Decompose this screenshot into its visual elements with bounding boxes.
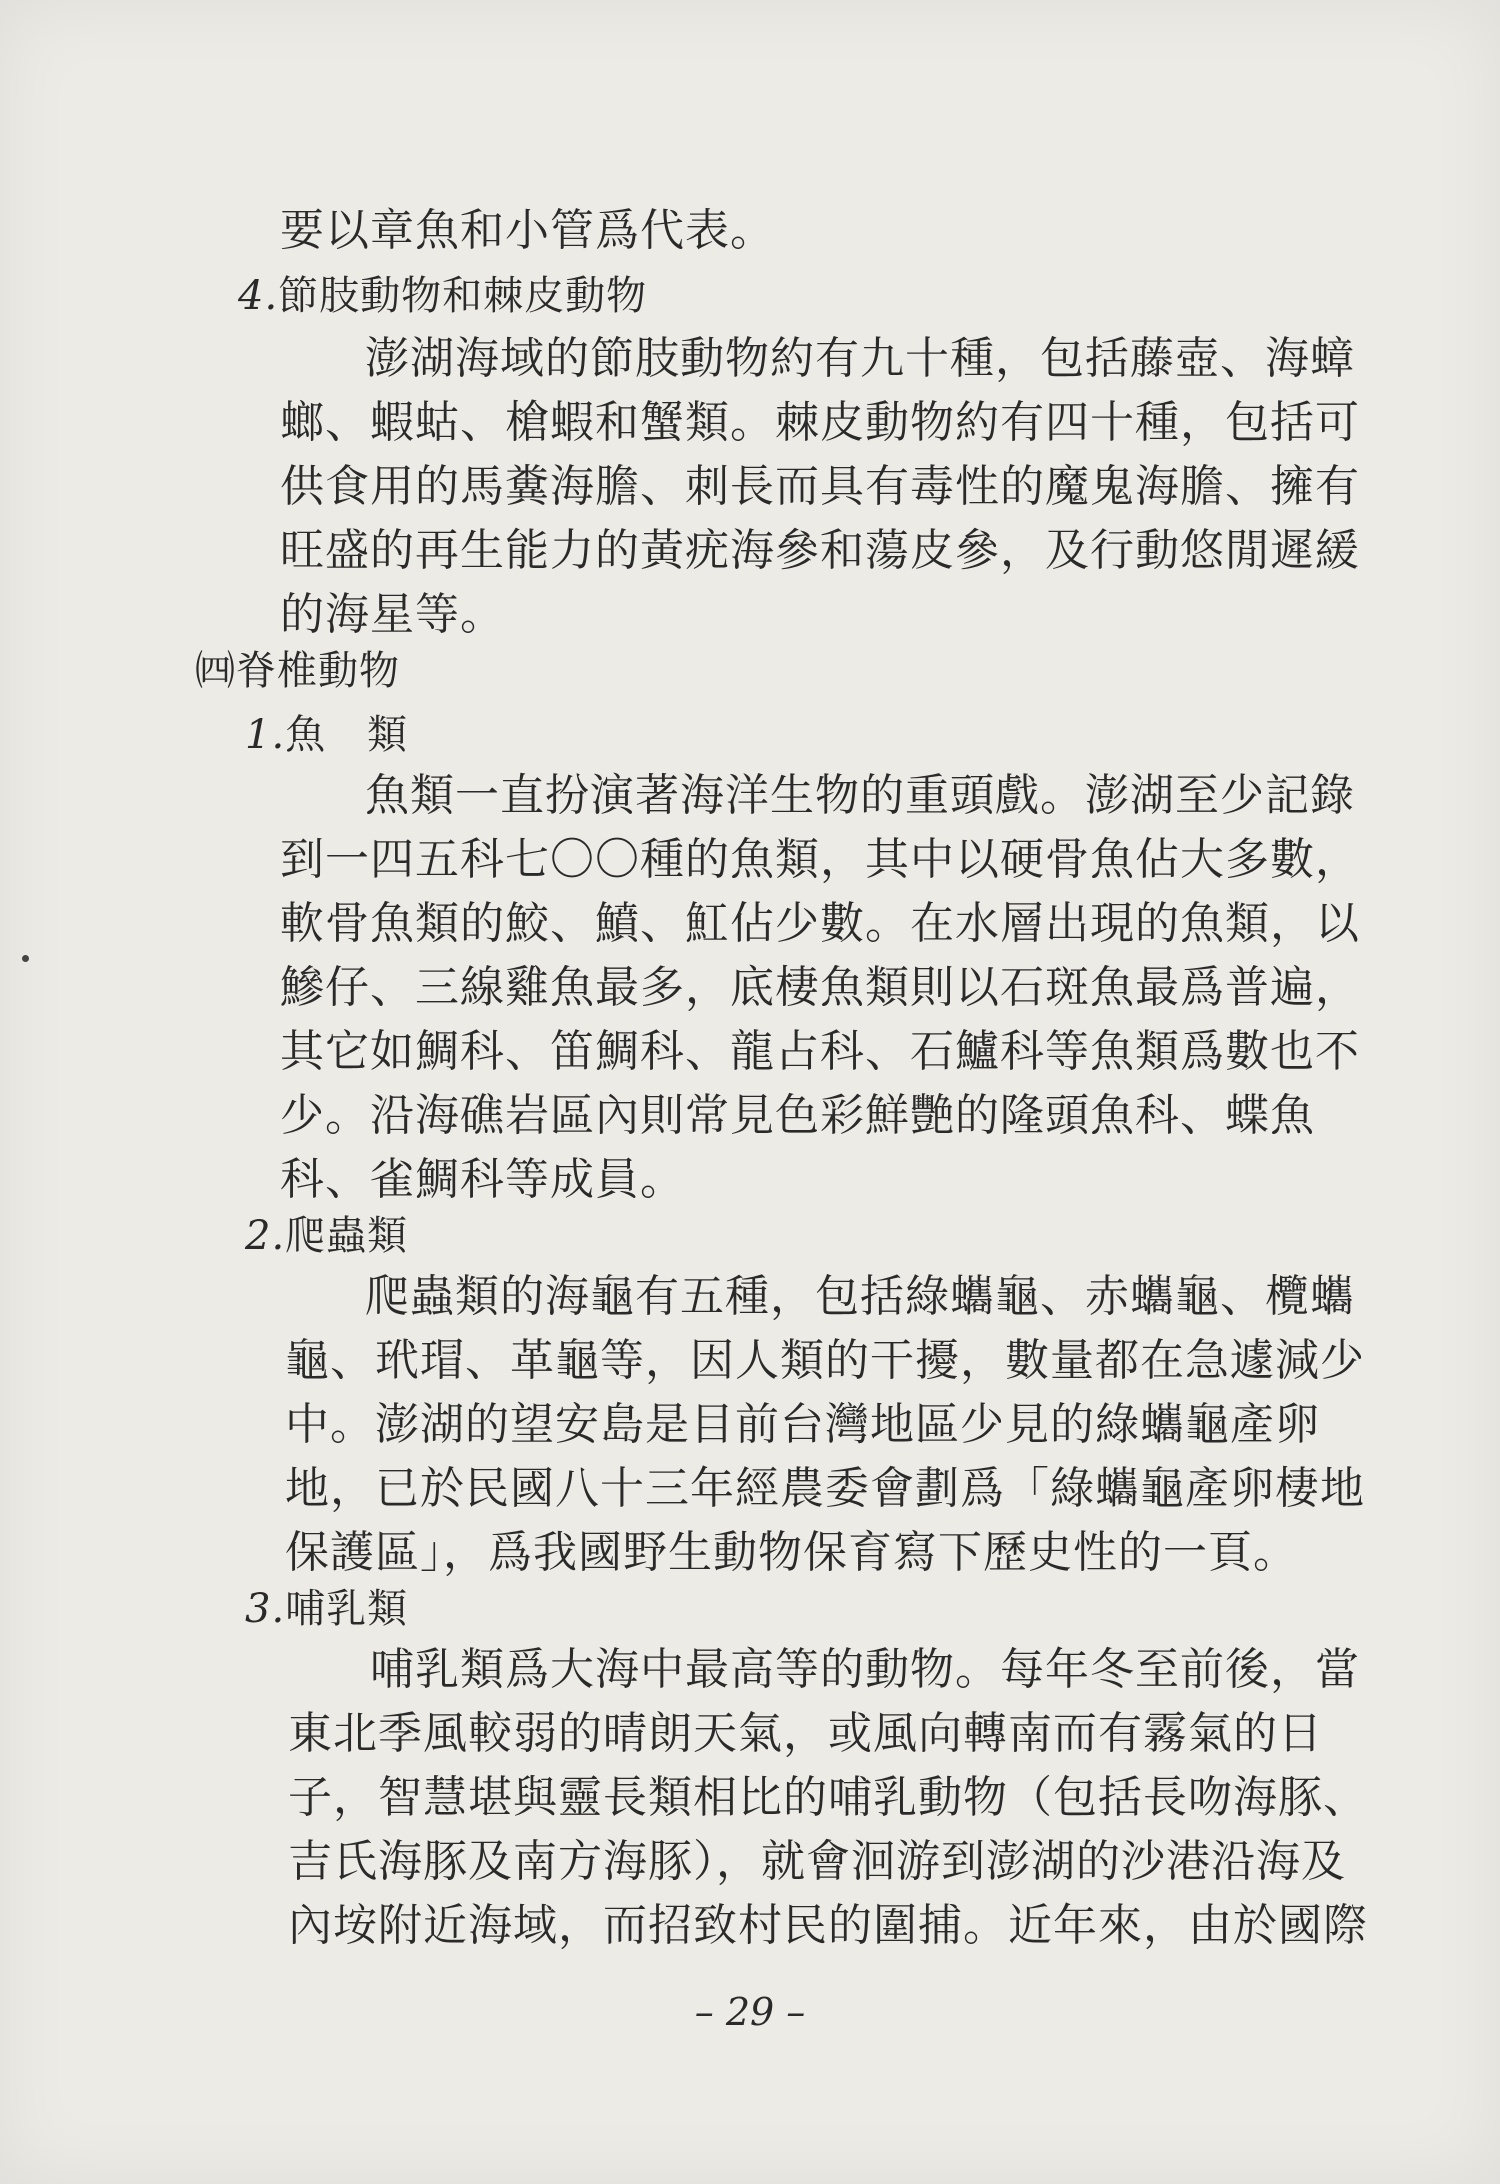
text-line: 保護區」，爲我國野生動物保育寫下歷史性的一頁。 (285, 1527, 1298, 1578)
text-line: 軟骨魚類的鮫、鱝、魟佔少數。在水層出現的魚類，以 (280, 898, 1360, 949)
text-line: 龜、玳瑁、革龜等，因人類的干擾，數量都在急遽減少 (285, 1335, 1365, 1386)
section-number: 2. (245, 1213, 286, 1259)
section-number: 3. (245, 1586, 286, 1632)
section-heading-mammals (245, 1578, 408, 1640)
text-line: 爬蟲類的海龜有五種，包括綠蠵龜、赤蠵龜、欖蠵 (365, 1271, 1355, 1322)
text-line: 到一四五科七〇〇種的魚類，其中以硬骨魚佔大多數， (280, 834, 1360, 885)
ink-speck (22, 955, 29, 962)
text-line: 的海星等。 (280, 589, 505, 640)
text-line: 其它如鯛科、笛鯛科、龍占科、石鱸科等魚類爲數也不 (280, 1026, 1360, 1077)
section-title: 爬蟲類 (285, 1213, 409, 1259)
section-number: 4. (238, 273, 279, 319)
page-number: – 29 – (694, 1990, 806, 2034)
text-line: 魚類一直扮演著海洋生物的重頭戲。澎湖至少記錄 (365, 770, 1355, 821)
text-line: 哺乳類爲大海中最高等的動物。每年冬至前後，當 (370, 1644, 1360, 1695)
text-line: 旺盛的再生能力的黃疣海參和蕩皮參，及行動悠閒遲緩 (280, 525, 1360, 576)
text-line: 地，已於民國八十三年經農委會劃爲「綠蠵龜產卵棲地 (285, 1463, 1365, 1514)
section-heading-reptiles (245, 1205, 408, 1267)
section-title: 哺乳類 (285, 1586, 409, 1632)
text-line: 東北季風較弱的晴朗天氣，或風向轉南而有霧氣的日 (288, 1708, 1323, 1759)
text-line: 要以章魚和小管爲代表。 (280, 205, 775, 256)
text-line: 螂、蝦蛄、槍蝦和蟹類。棘皮動物約有四十種，包括可 (280, 397, 1360, 448)
text-line: 內垵附近海域，而招致村民的圍捕。近年來，由於國際 (288, 1900, 1368, 1951)
section-heading-arthropods (238, 265, 647, 327)
section-number: 1. (245, 712, 286, 758)
section-title: 節肢動物和棘皮動物 (278, 273, 648, 319)
text-line: 澎湖海域的節肢動物約有九十種，包括藤壺、海蟑 (365, 333, 1355, 384)
text-line: 子，智慧堪與靈長類相比的哺乳動物（包括長吻海豚、 (288, 1772, 1368, 1823)
section-title: 魚 類 (285, 712, 409, 758)
text-line: 科、雀鯛科等成員。 (280, 1154, 685, 1205)
text-line: 吉氏海豚及南方海豚），就會洄游到澎湖的沙港沿海及 (288, 1836, 1346, 1887)
text-line: 供食用的馬糞海膽、刺長而具有毒性的魔鬼海膽、擁有 (280, 461, 1360, 512)
text-line: 鰺仔、三線雞魚最多，底棲魚類則以石斑魚最爲普遍， (280, 962, 1360, 1013)
section-heading-vertebrates: ㈣脊椎動物 (195, 648, 400, 694)
text-line: 少。沿海礁岩區內則常見色彩鮮艷的隆頭魚科、蝶魚 (280, 1090, 1315, 1141)
text-line: 中。澎湖的望安島是目前台灣地區少見的綠蠵龜產卵 (285, 1399, 1320, 1450)
section-heading-fish (245, 704, 408, 766)
